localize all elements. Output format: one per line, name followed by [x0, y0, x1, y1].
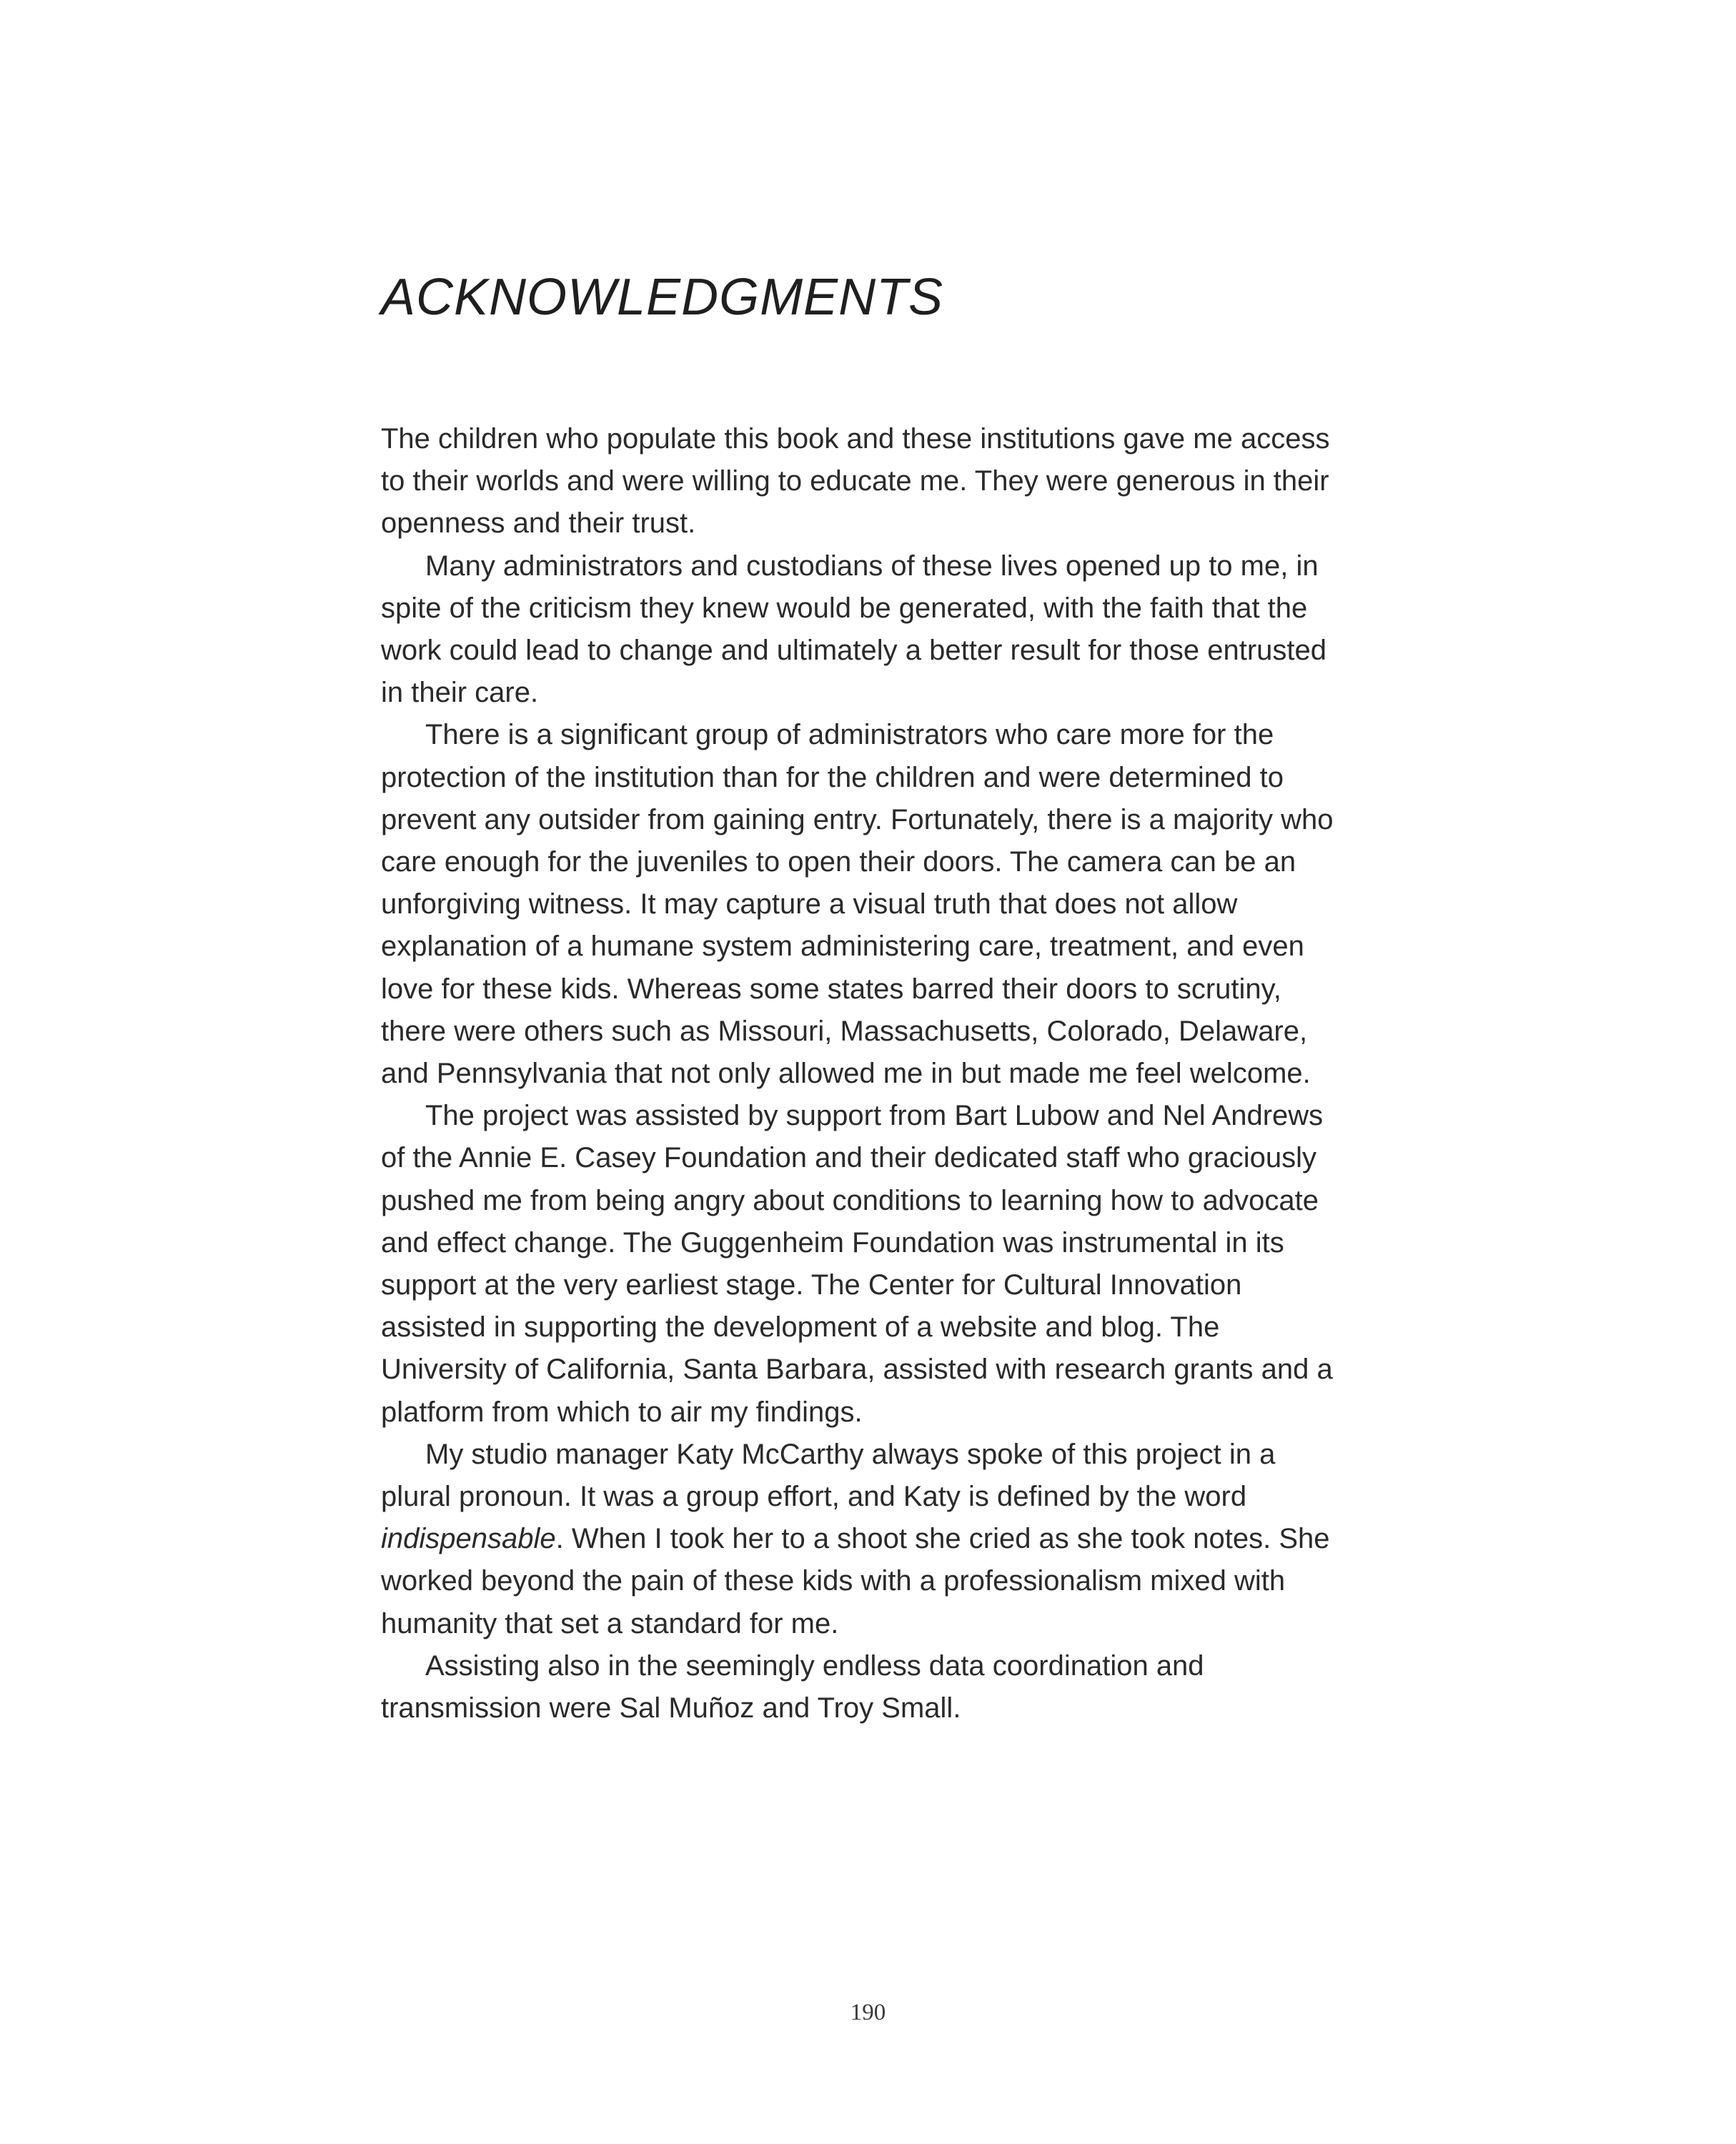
- paragraph-3: There is a significant group of administrators who care more for the protection of the institution than for the children and were determined to prevent any outsider from gaining entry. Fortunately, there is a majority who care enough for the juveniles to open their doors. The camera can be an unforgiving witness. It may capture a visual truth that does not allow explanation of a humane system administering care, treatment, and even love for these kids. Whereas some states barred their doors to scrutiny, there were others such as Missouri, Massachusetts, Colorado, Delaware, and Pennsylvania that not only allowed me in but made me feel welcome.: [381, 719, 1334, 1090]
- page-title: ACKNOWLEDGMENTS: [381, 269, 944, 326]
- paragraph-6: Assisting also in the seemingly endless data coordination and transmission were Sal Muñoz and Troy Small.: [381, 1649, 1204, 1724]
- paragraph-2: Many administrators and custodians of these lives opened up to me, in spite of the criticism they knew would be generated, with the faith that the work could lead to change and ultimately a better result for those entrusted in their care.: [381, 550, 1326, 709]
- paragraph-4: The project was assisted by support from Bart Lubow and Nel Andrews of the Annie E. Casey Foundation and their dedicated staff who graciously pushed me from being angry about conditions to learning how to advocate and effect change. The Guggenheim Foundation was instrumental in its support at the very earliest stage. The Center for Cultural Innovation assisted in supporting the development of a website and blog. The University of California, Santa Barbara, assisted with research grants and a platform from which to air my findings.: [381, 1100, 1333, 1428]
- italic-term: indispensable: [381, 1523, 556, 1555]
- paragraph-5-start: My studio manager Katy McCarthy always spoke of this project in a plural pronoun. It was a group effort, and Katy is defined by the word: [381, 1438, 1276, 1513]
- paragraph-5-end: . When I took her to a shoot she cried as she took notes. She worked beyond the pain of these kids with a professionalism mixed with humanity that set a standard for me.: [381, 1523, 1330, 1639]
- paragraph-5: [381, 1434, 1353, 1645]
- page-number: 190: [850, 2000, 886, 2025]
- body-text: [381, 418, 1353, 1729]
- paragraph-1: The children who populate this book and these institutions gave me access to their worlds and were willing to educate me. They were generous in their openness and their trust.: [381, 423, 1330, 540]
